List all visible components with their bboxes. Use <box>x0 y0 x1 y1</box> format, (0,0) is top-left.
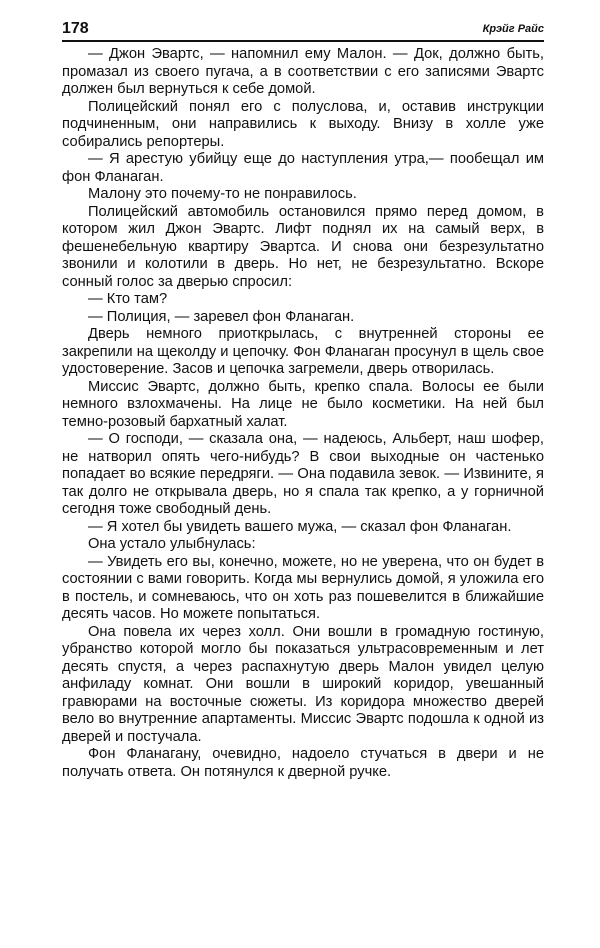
paragraph: — Я арестую убийцу еще до наступления утра,— пообещал им фон Фланаган. <box>62 151 544 185</box>
paragraph: Дверь немного приоткрылась, с внутренней стороны ее закрепили на щеколду и цепочку. Фон Фланаган просунул в щель свое удостоверение. Засов и цепочка загремели, дверь отворилась. <box>62 326 544 377</box>
body-text <box>62 46 544 781</box>
paragraph: Полицейский понял его с полуслова, и, оставив инструкции подчиненным, они направились к выходу. Внизу в холле уже собирались репортеры. <box>62 98 544 150</box>
paragraph: Миссис Эвартс, должно быть, крепко спала. Волосы ее были немного взлохмачены. На лице не было косметики. На ней был темно-розовый бархатный халат. <box>62 378 544 430</box>
paragraph: — Я хотел бы увидеть вашего мужа, — сказал фон Фланаган. <box>88 518 512 535</box>
paragraph: Она повела их через холл. Они вошли в громадную гостиную, убранство которой могло бы показаться ультрасовременным и лет десять спустя, а через распахнутую дверь Малон увидел целую анфиладу комнат. Они вошли в широкий коридор, увешанный гравюрами на восточные сюжеты. Из коридора множество дверей вело во внутренние апартаменты. Миссис Эвартс подошла к одной из дверей и постучала. <box>62 623 544 745</box>
paragraph: — Увидеть его вы, конечно, можете, но не уверена, что он будет в состоянии с вами говорить. Когда мы вернулись домой, я уложила его в постель, и сомневаюсь, что он хоть раз пошевелится в ближайшие десять часов. Но можете попытаться. <box>62 553 544 622</box>
paragraph: — Джон Эвартс, — напомнил ему Малон. — Док, должно быть, промазал из своего пугача, а в соответствии с его записями Эвартс должен был вернуться к себе домой. <box>62 46 544 97</box>
running-title: Крэйг Райс <box>482 23 544 35</box>
paragraph: — Полиция, — заревел фон Фланаган. <box>88 308 355 325</box>
page-header <box>62 20 544 42</box>
page-number: 178 <box>62 20 89 37</box>
paragraph: — О господи, — сказала она, — надеюсь, Альберт, наш шофер, не натворил опять чего-нибудь? В свои выходные он частенько попадает во всякие передряги. — Она подавила зевок. — Извините, я так долго не открывала дверь, но я спала так крепко, а у горничной сегодня тоже свободный день. <box>62 431 544 517</box>
paragraph: Фон Фланагану, очевидно, надоело стучаться в двери и не получать ответа. Он потянулся к дверной ручке. <box>62 746 544 780</box>
paragraph: Она устало улыбнулась: <box>88 536 256 552</box>
paragraph: Малону это почему-то не понравилось. <box>88 186 357 202</box>
paragraph: — Кто там? <box>88 291 168 307</box>
paragraph: Полицейский автомобиль остановился прямо перед домом, в котором жил Джон Эвартс. Лифт поднял их на самый верх, в фешенебельную квартиру Эвартса. И снова они безрезультатно звонили и колотили в дверь. Но нет, не безрезультатно. Вскоре сонный голос за дверью спросил: <box>62 203 544 290</box>
